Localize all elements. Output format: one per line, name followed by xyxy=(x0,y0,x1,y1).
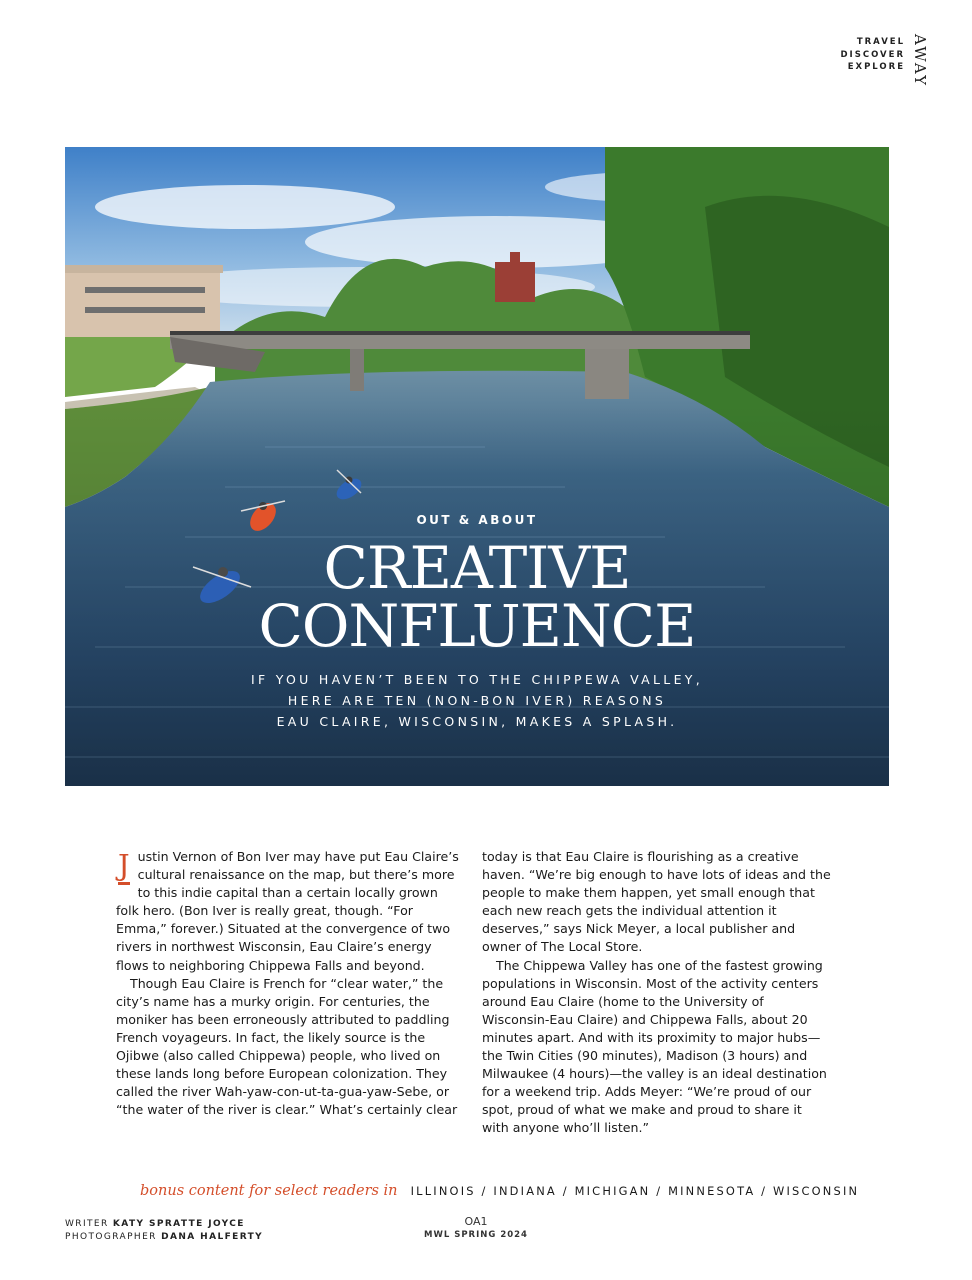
page-number: OA1 xyxy=(464,1215,488,1228)
issue-label: MWL SPRING 2024 xyxy=(424,1230,528,1240)
body-column-2 xyxy=(482,848,832,1138)
headline-line-2: CONFLUENCE xyxy=(258,592,696,660)
hero-photo xyxy=(65,147,889,786)
dek-line: HERE ARE TEN (NON-BON IVER) REASONS xyxy=(287,693,667,708)
section-line-explore: EXPLORE xyxy=(847,62,905,72)
paragraph: today is that Eau Claire is flourishing as a creative haven. “We’re big enough to have lots of ideas and the people to make them happen, yet small enough that each new reach gets the individual attention it deserves,” says Nick Meyer, a local publisher and owner of The Local Store. xyxy=(482,849,831,955)
section-label xyxy=(840,34,928,87)
section-line-discover: DISCOVER xyxy=(840,49,905,60)
headline xyxy=(65,534,889,660)
photographer-label: PHOTOGRAPHER xyxy=(65,1232,157,1242)
photographer-name: DANA HALFERTY xyxy=(161,1232,264,1242)
headline-line-1: CREATIVE xyxy=(323,534,631,602)
paragraph: Though Eau Claire is French for “clear water,” the city’s name has a murky origin. For centuries, the moniker has been erroneously attributed to paddling French voyageurs. In fact, the likely source is the Ojibwe (also called Chippewa) people, who lived on these lands long before European colonization. They called the river Wah-yaw-con-ut-ta-gua-yaw-Sebe, or “the water of the river is clear.” What’s certainly clear xyxy=(116,975,458,1118)
bonus-states: ILLINOIS / INDIANA / MICHIGAN / MINNESOTA / WISCONSIN xyxy=(410,1184,860,1198)
section-away: AWAY xyxy=(911,34,929,88)
writer-credit xyxy=(65,1218,263,1231)
dek-line: IF YOU HAVEN’T BEEN TO THE CHIPPEWA VALLEY, xyxy=(251,672,703,687)
writer-label: WRITER xyxy=(65,1219,109,1229)
paragraph-text: ustin Vernon of Bon Iver may have put Eau Claire’s cultural renaissance on the map, but there’s more to this indie capital than a certain locally grown folk hero. (Bon Iver is really great, though. “For Emma,” forever.) Situated at the convergence of two rivers in northwest Wisconsin, Eau Claire’s energy flows to neighboring Chippewa Falls and beyond. xyxy=(116,849,459,973)
bonus-script: bonus content for select readers in xyxy=(140,1183,398,1199)
dek-line: EAU CLAIRE, WISCONSIN, MAKES A SPLASH. xyxy=(276,714,678,729)
folio xyxy=(420,1214,532,1240)
photographer-credit xyxy=(65,1231,263,1244)
section-tag-lines xyxy=(840,34,905,74)
kicker: OUT & ABOUT xyxy=(416,513,538,527)
paragraph: The Chippewa Valley has one of the fastest growing populations in Wisconsin. Most of the activity centers around Eau Claire (home to the University of Wisconsin-Eau Claire) and Chippewa Falls, about 20 minutes apart. And with its proximity to major hubs—the Twin Cities (90 minutes), Madison (3 hours) and Milwaukee (4 hours)—the valley is an ideal destination for a weekend trip. Adds Meyer: “We’re proud of our spot, proud of what we make and proud to share it with anyone who’ll listen.” xyxy=(482,957,827,1136)
writer-name: KATY SPRATTE JOYCE xyxy=(112,1219,245,1229)
section-line-travel: TRAVEL xyxy=(856,37,905,47)
dek xyxy=(65,669,889,732)
paragraph xyxy=(116,848,461,975)
bonus-content-line xyxy=(140,1180,859,1199)
credits xyxy=(65,1218,263,1244)
body-column-1 xyxy=(116,848,461,1119)
drop-cap: J xyxy=(118,852,130,885)
